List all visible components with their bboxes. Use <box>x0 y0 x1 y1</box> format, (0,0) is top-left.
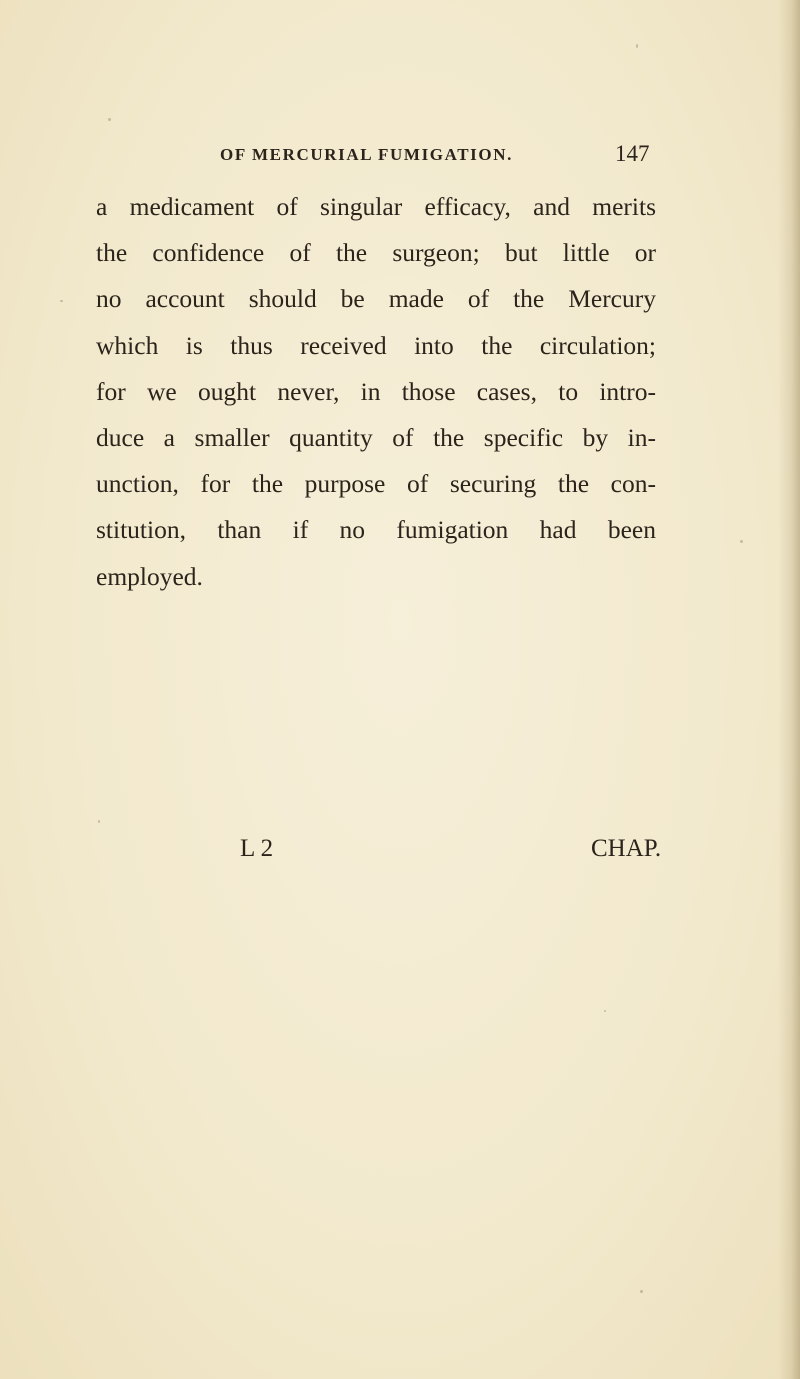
paper-speck <box>108 118 111 121</box>
text-line-last: employed. <box>96 561 203 591</box>
text-line: unction, for the purpose of securing the con- <box>96 469 656 499</box>
text-line: duce a smaller quantity of the specific by in- <box>96 422 656 452</box>
paper-speck <box>636 44 638 48</box>
page-edge-shadow <box>778 0 800 1379</box>
signature-mark: L 2 <box>240 835 274 862</box>
catchword: CHAP. <box>591 835 662 862</box>
running-head-title: OF MERCURIAL FUMIGATION. <box>220 145 513 164</box>
page-number: 147 <box>615 141 650 166</box>
paper-speck <box>740 540 743 543</box>
text-line: stitution, than if no fumigation had been <box>96 515 656 545</box>
running-head <box>220 141 660 171</box>
text-line: which is thus received into the circulation; <box>96 330 656 360</box>
text-line: a medicament of singular efficacy, and merits <box>96 192 656 221</box>
page-footer <box>240 835 660 875</box>
text-line: the confidence of the surgeon; but little or <box>96 238 656 268</box>
paper-speck <box>60 300 63 302</box>
text-line: no account should be made of the Mercury <box>96 284 656 314</box>
paper-speck <box>640 1290 643 1293</box>
text-line: for we ought never, in those cases, to intro- <box>96 376 656 406</box>
paper-speck <box>604 1010 606 1012</box>
paper-speck <box>98 820 100 823</box>
body-text <box>96 184 656 600</box>
